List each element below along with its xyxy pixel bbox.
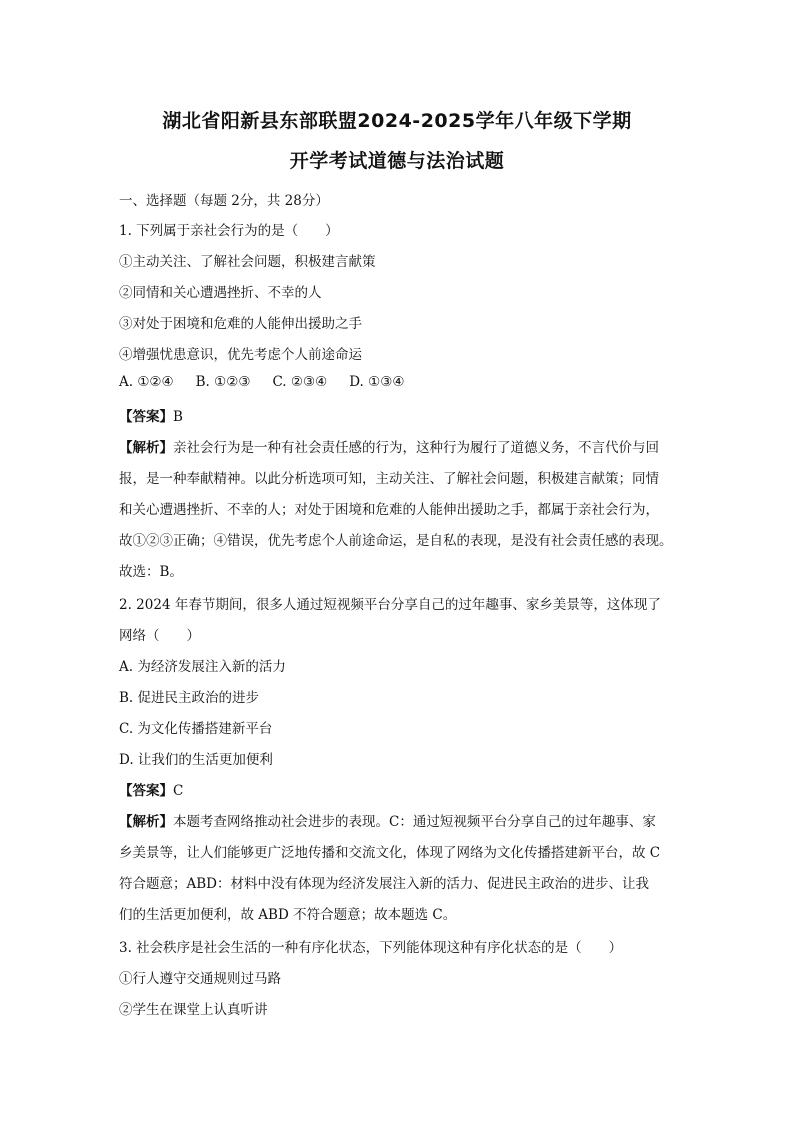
q2-option-a: A. 为经济发展注入新的活力: [119, 659, 286, 675]
q2-answer-value: C: [173, 783, 184, 799]
q2-option-d: D. 让我们的生活更加便利: [119, 752, 273, 768]
q1-answer-label: 【答案】: [119, 409, 173, 425]
q2-stem-line-2: 网络（ ）: [119, 628, 200, 644]
q1-stem: 1. 下列属于亲社会行为的是（ ）: [119, 223, 339, 239]
q1-item-4: ④增强忧患意识，优先考虑个人前途命运: [119, 347, 362, 363]
q2-option-b: B. 促进民主政治的进步: [119, 690, 260, 706]
section-heading: 一、选择题（每题 2分，共 28分）: [119, 193, 329, 209]
q1-analysis-line-3: 和关心遭遇挫折、不幸的人；对处于困境和危难的人能伸出援助之手，都属于亲社会行为，: [119, 502, 659, 518]
q2-stem-line-1: 2. 2024 年春节期间，很多人通过短视频平台分享自己的过年趣事、家乡美景等，这体现了: [119, 597, 661, 613]
q1-analysis-line-1: [119, 436, 659, 456]
q2-analysis-line-3: 符合题意；ABD：材料中没有体现为经济发展注入新的活力、促进民主政治的进步、让我: [119, 876, 649, 892]
q1-answer: [119, 405, 183, 425]
page-title-line1: 湖北省阳新县东部联盟2024-2025学年八年级下学期: [162, 110, 632, 132]
q2-analysis-text-1: 本题考查网络推动社会进步的表现。C：通过短视频平台分享自己的过年趣事、家: [173, 814, 656, 830]
q2-analysis-line-1: [119, 810, 656, 830]
q1-item-3: ③对处于困境和危难的人能伸出援助之手: [119, 316, 362, 332]
q1-analysis-label: 【解析】: [119, 440, 173, 456]
q2-analysis-line-2: 乡美景等，让人们能够更广泛地传播和交流文化，体现了网络为文化传播搭建新平台，故 C: [119, 845, 661, 861]
q1-options: [119, 374, 426, 390]
q2-answer: [119, 779, 183, 799]
q1-analysis-line-5: 故选：B。: [119, 564, 183, 580]
q1-analysis-line-4: 故①②③正确；④错误，优先考虑个人前途命运，是自私的表现，是没有社会责任感的表现。: [119, 533, 673, 549]
q2-analysis-line-4: 们的生活更加便利，故 ABD 不符合题意；故本题选 C。: [119, 907, 457, 923]
q2-answer-label: 【答案】: [119, 783, 173, 799]
q3-stem: 3. 社会秩序是社会生活的一种有序化状态，下列能体现这种有序化状态的是（ ）: [119, 940, 623, 956]
q1-item-2: ②同情和关心遭遇挫折、不幸的人: [119, 285, 322, 301]
q1-analysis-text-1: 亲社会行为是一种有社会责任感的行为，这种行为履行了道德义务，不言代价与回: [173, 440, 659, 456]
page-title-line2: 开学考试道德与法治试题: [289, 150, 505, 172]
q1-option-a: A. ①②④: [119, 374, 174, 390]
q3-item-2: ②学生在课堂上认真听讲: [119, 1002, 268, 1018]
q1-option-b: B. ①②③: [195, 374, 251, 390]
q2-option-c: C. 为文化传播搭建新平台: [119, 721, 273, 737]
q1-answer-value: B: [173, 409, 183, 425]
q1-item-1: ①主动关注、了解社会问题，积极建言献策: [119, 254, 376, 270]
q1-analysis-line-2: 报，是一种奉献精神。以此分析选项可知，主动关注、了解社会问题，积极建言献策；同情: [119, 471, 659, 487]
q1-option-d: D. ①③④: [349, 374, 405, 390]
q1-option-c: C. ②③④: [272, 374, 328, 390]
q3-item-1: ①行人遵守交通规则过马路: [119, 971, 281, 987]
q2-analysis-label: 【解析】: [119, 814, 173, 830]
